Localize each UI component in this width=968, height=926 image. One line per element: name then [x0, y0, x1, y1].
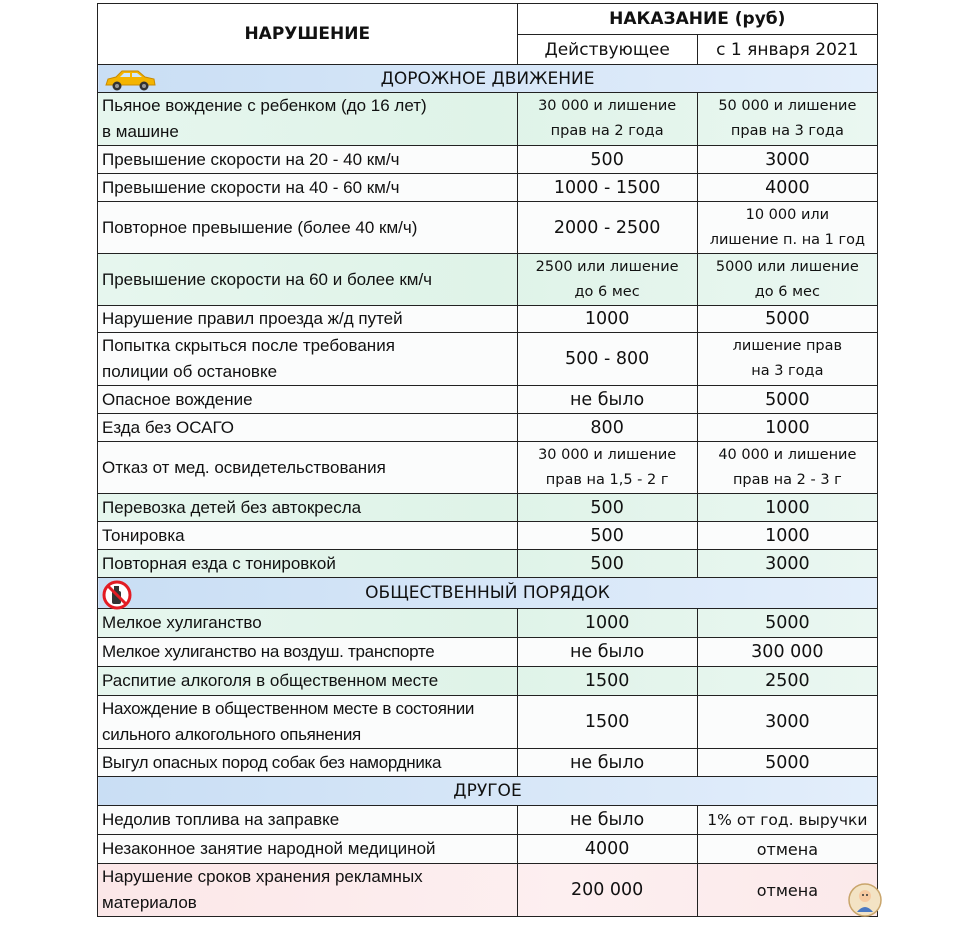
- section-title-public-order: ОБЩЕСТВЕННЫЙ ПОРЯДОК: [365, 583, 610, 603]
- current-penalty-cell: 1000: [517, 609, 697, 638]
- table-row: [98, 333, 878, 386]
- new-penalty-cell: лишение прав на 3 года: [697, 333, 877, 386]
- table-row: [98, 835, 878, 864]
- table-row: [98, 174, 878, 202]
- violation-cell: Нарушение правил проезда ж/д путей: [98, 306, 518, 333]
- mascot-icon: [848, 882, 882, 918]
- new-penalty-cell: 1000: [697, 522, 877, 550]
- violation-cell: Недолив топлива на заправке: [98, 806, 518, 835]
- new-penalty-cell: 5000: [697, 386, 877, 414]
- new-penalty-cell: 10 000 или лишение п. на 1 год: [697, 202, 877, 254]
- current-penalty-cell: 500 - 800: [517, 333, 697, 386]
- new-penalty-cell: 5000: [697, 609, 877, 638]
- violation-cell: Превышение скорости на 40 - 60 км/ч: [98, 174, 518, 202]
- new-penalty-cell: отмена: [697, 864, 877, 917]
- table-row: [98, 442, 878, 494]
- current-penalty-cell: не было: [517, 386, 697, 414]
- current-penalty-cell: не было: [517, 749, 697, 777]
- new-penalty-cell: 4000: [697, 174, 877, 202]
- violation-cell: Мелкое хулиганство: [98, 609, 518, 638]
- table-row: [98, 386, 878, 414]
- current-penalty-cell: 800: [517, 414, 697, 442]
- violation-cell: Тонировка: [98, 522, 518, 550]
- current-penalty-cell: 500: [517, 146, 697, 174]
- current-header: Действующее: [517, 35, 697, 65]
- violation-cell: Перевозка детей без автокресла: [98, 494, 518, 522]
- table-row: [98, 806, 878, 835]
- new-penalty-cell: отмена: [697, 835, 877, 864]
- violation-cell: Повторная езда с тонировкой: [98, 550, 518, 578]
- table-row: [98, 550, 878, 578]
- current-penalty-cell: не было: [517, 806, 697, 835]
- table-row: [98, 749, 878, 777]
- table-row: [98, 864, 878, 917]
- section-row-public-order: [98, 578, 878, 609]
- table-row: [98, 696, 878, 749]
- violation-cell: Опасное вождение: [98, 386, 518, 414]
- current-penalty-cell: 1500: [517, 696, 697, 749]
- new-penalty-cell: 300 000: [697, 638, 877, 667]
- table-row: [98, 306, 878, 333]
- current-penalty-cell: 200 000: [517, 864, 697, 917]
- violation-cell: Пьяное вождение с ребенком (до 16 лет) в машине: [98, 93, 518, 146]
- violation-cell: Выгул опасных пород собак без намордника: [98, 749, 518, 777]
- new-penalty-cell: 1% от год. выручки: [697, 806, 877, 835]
- violation-cell: Нарушение сроков хранения рекламных материалов: [98, 864, 518, 917]
- new-penalty-cell: 5000: [697, 306, 877, 333]
- new-penalty-cell: 50 000 и лишение прав на 3 года: [697, 93, 877, 146]
- new-penalty-cell: 2500: [697, 667, 877, 696]
- section-row-traffic: [98, 65, 878, 93]
- from-2021-header: с 1 января 2021: [697, 35, 877, 65]
- new-penalty-cell: 3000: [697, 146, 877, 174]
- current-penalty-cell: 500: [517, 494, 697, 522]
- table-row: [98, 638, 878, 667]
- table-row: [98, 146, 878, 174]
- violation-header: НАРУШЕНИЕ: [98, 4, 518, 65]
- new-penalty-cell: 5000 или лишение до 6 мес: [697, 254, 877, 306]
- penalties-table-container: [97, 3, 878, 917]
- new-penalty-cell: 3000: [697, 696, 877, 749]
- table-row: [98, 254, 878, 306]
- current-penalty-cell: 2500 или лишение до 6 мес: [517, 254, 697, 306]
- table-row: [98, 414, 878, 442]
- table-row: [98, 522, 878, 550]
- penalties-table: [97, 3, 878, 917]
- table-row: [98, 494, 878, 522]
- section-title-other: ДРУГОЕ: [98, 777, 878, 806]
- table-row: [98, 609, 878, 638]
- car-icon: [102, 67, 158, 98]
- current-penalty-cell: 4000: [517, 835, 697, 864]
- violation-cell: Незаконное занятие народной медициной: [98, 835, 518, 864]
- header-row: [98, 4, 878, 35]
- punishment-header: НАКАЗАНИЕ (руб): [517, 4, 877, 35]
- table-row: [98, 202, 878, 254]
- current-penalty-cell: 500: [517, 522, 697, 550]
- new-penalty-cell: 3000: [697, 550, 877, 578]
- current-penalty-cell: 1000 - 1500: [517, 174, 697, 202]
- new-penalty-cell: 1000: [697, 414, 877, 442]
- violation-cell: Езда без ОСАГО: [98, 414, 518, 442]
- table-row: [98, 667, 878, 696]
- violation-cell: Нахождение в общественном месте в состоянии сильного алкогольного опьянения: [98, 696, 518, 749]
- violation-cell: Распитие алкоголя в общественном месте: [98, 667, 518, 696]
- section-title-traffic: ДОРОЖНОЕ ДВИЖЕНИЕ: [380, 68, 595, 89]
- current-penalty-cell: 500: [517, 550, 697, 578]
- no-alcohol-icon: [102, 580, 132, 615]
- new-penalty-cell: 40 000 и лишение прав на 2 - 3 г: [697, 442, 877, 494]
- table-row: [98, 93, 878, 146]
- new-penalty-cell: 5000: [697, 749, 877, 777]
- violation-cell: Превышение скорости на 60 и более км/ч: [98, 254, 518, 306]
- section-row-other: [98, 777, 878, 806]
- current-penalty-cell: 30 000 и лишение прав на 1,5 - 2 г: [517, 442, 697, 494]
- violation-cell: Отказ от мед. освидетельствования: [98, 442, 518, 494]
- violation-cell: Попытка скрыться после требования полиции об остановке: [98, 333, 518, 386]
- current-penalty-cell: 2000 - 2500: [517, 202, 697, 254]
- current-penalty-cell: не было: [517, 638, 697, 667]
- current-penalty-cell: 1500: [517, 667, 697, 696]
- current-penalty-cell: 1000: [517, 306, 697, 333]
- violation-cell: Мелкое хулиганство на воздуш. транспорте: [98, 638, 518, 667]
- violation-cell: Повторное превышение (более 40 км/ч): [98, 202, 518, 254]
- violation-cell: Превышение скорости на 20 - 40 км/ч: [98, 146, 518, 174]
- new-penalty-cell: 1000: [697, 494, 877, 522]
- current-penalty-cell: 30 000 и лишение прав на 2 года: [517, 93, 697, 146]
